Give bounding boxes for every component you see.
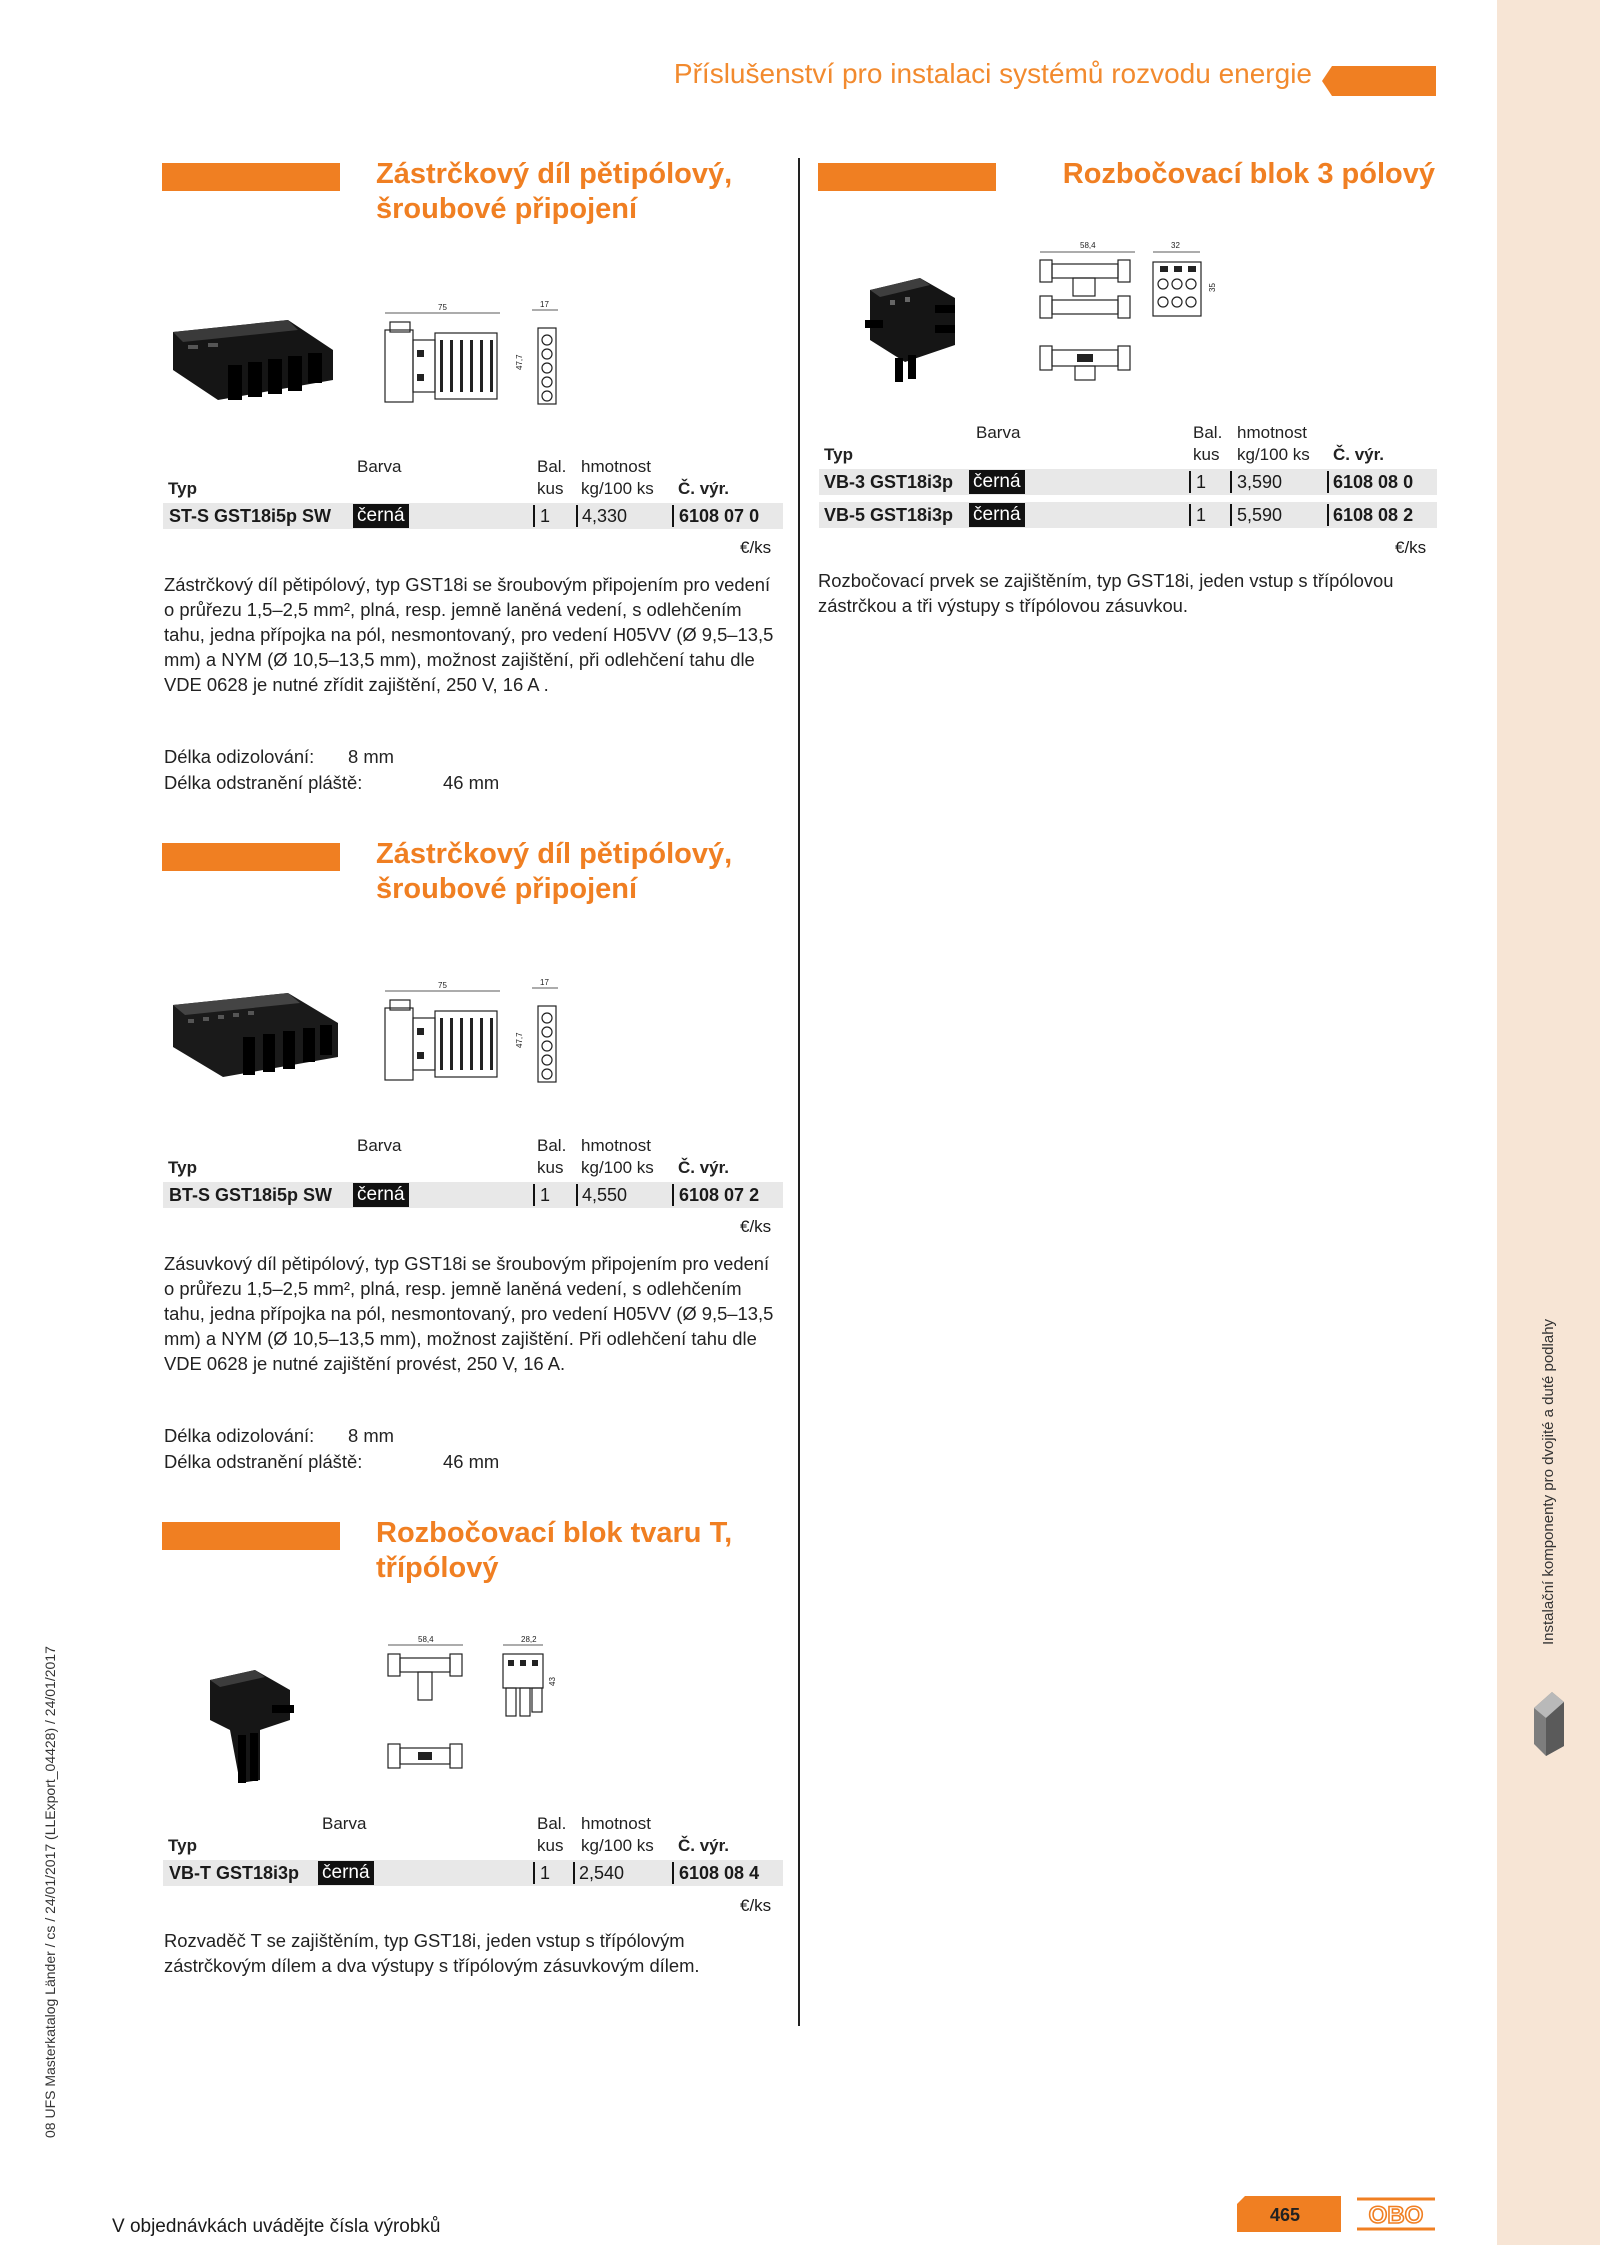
col-hmotnost: hmotnost	[581, 1136, 651, 1155]
page-header-title: Příslušenství pro instalaci systémů rozvodu energie	[673, 58, 1312, 89]
svg-text:58,4: 58,4	[1080, 241, 1096, 250]
col-barva: Barva	[357, 457, 402, 476]
sheath-length-value: 46 mm	[443, 1451, 500, 1472]
col-barva: Barva	[357, 1136, 402, 1155]
col-typ: Typ	[168, 1158, 197, 1177]
header-arrow-icon	[1322, 66, 1436, 96]
col-typ: Typ	[168, 479, 197, 498]
floor-box-icon	[1530, 1688, 1566, 1758]
table-row: BT-S GST18i5p SW černá 1 4,550 6108 07 2	[163, 1182, 783, 1208]
sheath-length-label: Délka odstranění pláště:	[164, 1451, 363, 1472]
plug-5pole-drawing	[380, 300, 560, 412]
col-bal: Bal.	[1193, 423, 1223, 442]
product-description: Rozvaděč T se zajištěním, typ GST18i, jeden vstup s třípólovým zástrčkovým dílem a dva výstupy s třípólovým zásuvkovým dílem.	[164, 1930, 700, 1976]
col-typ: Typ	[168, 1836, 197, 1855]
svg-text:75: 75	[438, 981, 447, 990]
svg-text:28,2: 28,2	[521, 1635, 537, 1644]
price-unit: €/ks	[1395, 538, 1427, 557]
col-typ: Typ	[824, 445, 853, 464]
table-row: ST-S GST18i5p SW černá 1 4,330 6108 07 0	[163, 503, 783, 529]
section-bar	[162, 843, 340, 871]
col-kus: kus	[537, 1836, 564, 1855]
col-bal: Bal.	[537, 1136, 567, 1155]
side-band	[1497, 0, 1600, 2245]
product-description: Rozbočovací prvek se zajištěním, typ GST18i, jeden vstup s třípólovou zástrčkou a tři výstupy s třípólovou zásuvkou.	[818, 570, 1394, 616]
col-barva: Barva	[322, 1814, 367, 1833]
col-kg: kg/100 ks	[581, 1158, 654, 1177]
col-kg: kg/100 ks	[581, 479, 654, 498]
svg-text:47,7: 47,7	[515, 1032, 524, 1048]
page-number-badge	[1237, 2196, 1341, 2232]
col-hmotnost: hmotnost	[581, 1814, 651, 1833]
strip-length-label: Délka odizolování:	[164, 746, 315, 767]
price-unit: €/ks	[740, 1896, 772, 1915]
section-title: Rozbočovací blok tvaru T, třípólový	[376, 1517, 733, 1584]
col-kus: kus	[537, 1158, 564, 1177]
svg-text:75: 75	[438, 303, 447, 312]
svg-text:17: 17	[540, 978, 549, 987]
svg-text:35: 35	[1208, 283, 1217, 292]
section-bar	[162, 1522, 340, 1550]
svg-text:OBO: OBO	[1368, 2202, 1424, 2229]
footer-note: V objednávkách uvádějte čísla výrobků	[112, 2216, 441, 2237]
sheath-length-value: 46 mm	[443, 772, 500, 793]
socket-5pole-drawing	[380, 978, 560, 1090]
svg-text:465: 465	[1269, 2205, 1301, 2225]
price-unit: €/ks	[740, 538, 772, 557]
col-bal: Bal.	[537, 457, 567, 476]
sheath-length-label: Délka odstranění pláště:	[164, 772, 363, 793]
col-cvyr: Č. výr.	[678, 479, 730, 498]
svg-text:17: 17	[540, 300, 549, 309]
strip-length-value: 8 mm	[348, 1425, 394, 1446]
section-bar	[818, 163, 996, 191]
col-bal: Bal.	[537, 1814, 567, 1833]
strip-length-label: Délka odizolování:	[164, 1425, 315, 1446]
svg-text:47,7: 47,7	[515, 354, 524, 370]
t-block-drawing	[378, 1632, 578, 1782]
col-barva: Barva	[976, 423, 1021, 442]
col-kg: kg/100 ks	[1237, 445, 1310, 464]
col-kus: kus	[1193, 445, 1220, 464]
col-cvyr: Č. výr.	[678, 1836, 730, 1855]
table-row: VB-T GST18i3p černá 1 2,540 6108 08 4	[163, 1860, 783, 1886]
plug-5pole-image	[168, 310, 336, 410]
column-divider	[798, 158, 800, 2026]
distribution-block-drawing	[1035, 238, 1235, 398]
col-kus: kus	[537, 479, 564, 498]
section-title: Zástrčkový díl pětipólový, šroubové připojení	[376, 838, 733, 905]
side-category-text: Instalační komponenty pro dvojité a duté podlahy	[1540, 1318, 1557, 1645]
product-description: Zásuvkový díl pětipólový, typ GST18i se šroubovým připojením pro vedení o průřezu 1,5–2,5 mm², plná, resp. jemně laněná vedení, s odlehčením tahu, jedna přípojka na pól, nesmontovaný, pro vedení H05VV (Ø 9,5–13,5 mm) a NYM (Ø 10,5–13,5 mm), možnost zajištění. Při odlehčení tahu dle VDE 0628 je nutné zajištění provést, 250 V, 16 A.	[164, 1253, 774, 1374]
product-description: Zástrčkový díl pětipólový, typ GST18i se šroubovým připojením pro vedení o průřezu 1,5–2,5 mm², plná, resp. jemně laněná vedení, s odlehčením tahu, jedna přípojka na pól, nesmontovaný, pro vedení H05VV (Ø 9,5–13,5 mm) a NYM (Ø 10,5–13,5 mm), možnost zajištění, při odlehčení tahu dle VDE 0628 je nutné zřídit zajištění, 250 V, 16 A .	[164, 574, 774, 695]
svg-text:43: 43	[548, 1677, 557, 1686]
section-title: Rozbočovací blok 3 pólový	[1062, 158, 1435, 190]
section-title: Zástrčkový díl pětipólový, šroubové připojení	[376, 158, 733, 225]
table-row: VB-3 GST18i3p černá 1 3,590 6108 08 0	[819, 469, 1437, 495]
col-cvyr: Č. výr.	[1333, 445, 1385, 464]
col-hmotnost: hmotnost	[581, 457, 651, 476]
col-cvyr: Č. výr.	[678, 1158, 730, 1177]
t-block-image	[200, 1665, 300, 1785]
svg-text:32: 32	[1171, 241, 1180, 250]
price-unit: €/ks	[740, 1217, 772, 1236]
obo-logo	[1357, 2195, 1435, 2233]
socket-5pole-image	[168, 985, 343, 1085]
svg-text:58,4: 58,4	[418, 1635, 434, 1644]
col-hmotnost: hmotnost	[1237, 423, 1307, 442]
table-row: VB-5 GST18i3p černá 1 5,590 6108 08 2	[819, 502, 1437, 528]
distribution-block-image	[860, 270, 960, 385]
col-kg: kg/100 ks	[581, 1836, 654, 1855]
strip-length-value: 8 mm	[348, 746, 394, 767]
catalog-export-text: 08 UFS Masterkatalog Länder / cs / 24/01/2017 (LLExport_04428) / 24/01/2017	[42, 1646, 58, 2138]
section-bar	[162, 163, 340, 191]
